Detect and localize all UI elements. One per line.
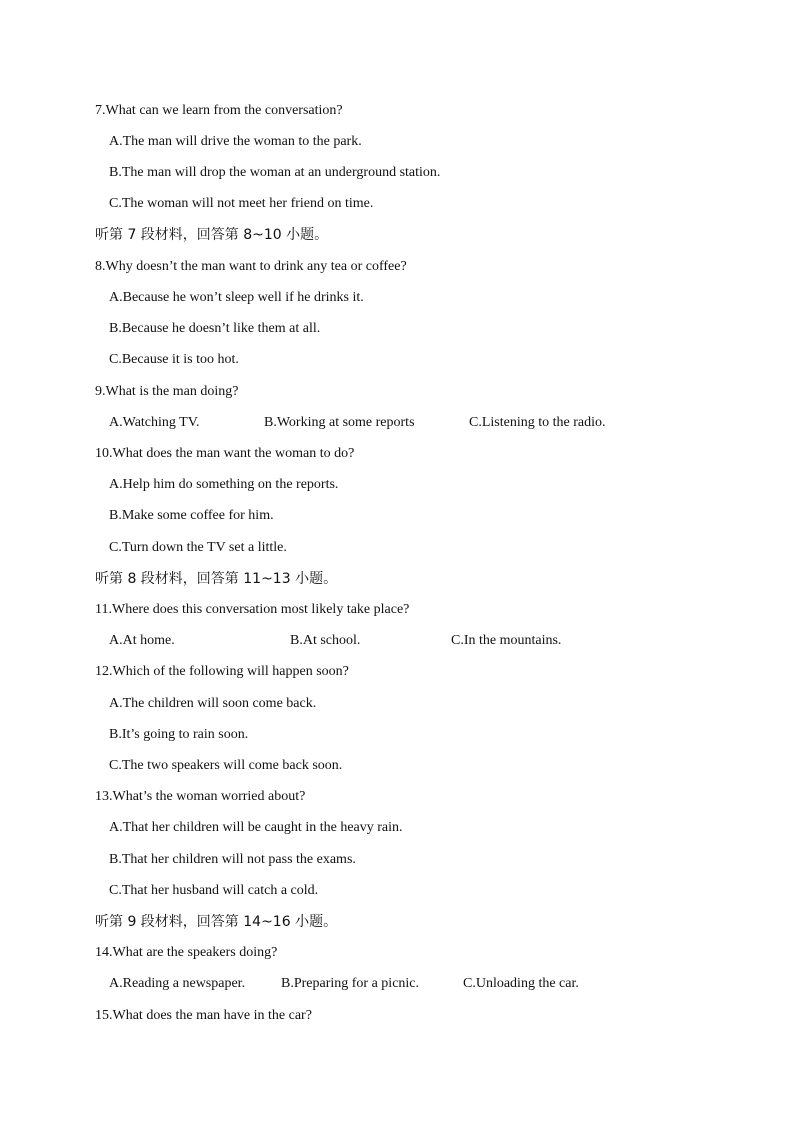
question-11-stem: 11.Where does this conversation most likely take place? [95, 602, 410, 617]
question-7-option-b: B.The man will drop the woman at an underground station. [109, 165, 441, 180]
question-9-option-c: C.Listening to the radio. [469, 415, 606, 430]
question-12-option-a: A.The children will soon come back. [109, 696, 317, 711]
section-7-heading: 听第 7 段材料，回答第 8~10 小题。 [95, 227, 329, 243]
question-8-option-c: C.Because it is too hot. [109, 352, 239, 367]
question-9-option-a: A.Watching TV. [109, 415, 200, 430]
question-9-stem: 9.What is the man doing? [95, 384, 239, 399]
question-7-stem: 7.What can we learn from the conversation? [95, 103, 343, 118]
section-8-heading: 听第 8 段材料，回答第 11~13 小题。 [95, 571, 338, 587]
question-11-option-b: B.At school. [290, 633, 361, 648]
question-10-stem: 10.What does the man want the woman to do? [95, 446, 355, 461]
question-14-stem: 14.What are the speakers doing? [95, 945, 278, 960]
question-12-option-c: C.The two speakers will come back soon. [109, 758, 343, 773]
question-11-option-c: C.In the mountains. [451, 633, 562, 648]
question-12-option-b: B.It’s going to rain soon. [109, 727, 249, 742]
question-8-option-a: A.Because he won’t sleep well if he drinks it. [109, 290, 364, 305]
question-11-option-a: A.At home. [109, 633, 175, 648]
question-10-option-b: B.Make some coffee for him. [109, 508, 274, 523]
question-9-option-b: B.Working at some reports [264, 415, 415, 430]
question-8-stem: 8.Why doesn’t the man want to drink any tea or coffee? [95, 259, 407, 274]
question-15-stem: 15.What does the man have in the car? [95, 1008, 312, 1023]
question-12-stem: 12.Which of the following will happen soon? [95, 664, 349, 679]
section-9-heading: 听第 9 段材料，回答第 14~16 小题。 [95, 914, 338, 930]
question-13-option-c: C.That her husband will catch a cold. [109, 883, 319, 898]
question-8-option-b: B.Because he doesn’t like them at all. [109, 321, 321, 336]
question-13-option-a: A.That her children will be caught in the heavy rain. [109, 820, 403, 835]
question-14-option-b: B.Preparing for a picnic. [281, 976, 420, 991]
question-10-option-c: C.Turn down the TV set a little. [109, 540, 287, 555]
question-14-option-c: C.Unloading the car. [463, 976, 579, 991]
question-7-option-a: A.The man will drive the woman to the park. [109, 134, 362, 149]
question-13-stem: 13.What’s the woman worried about? [95, 789, 306, 804]
question-10-option-a: A.Help him do something on the reports. [109, 477, 339, 492]
question-13-option-b: B.That her children will not pass the exams. [109, 852, 356, 867]
question-7-option-c: C.The woman will not meet her friend on time. [109, 196, 374, 211]
question-14-option-a: A.Reading a newspaper. [109, 976, 246, 991]
